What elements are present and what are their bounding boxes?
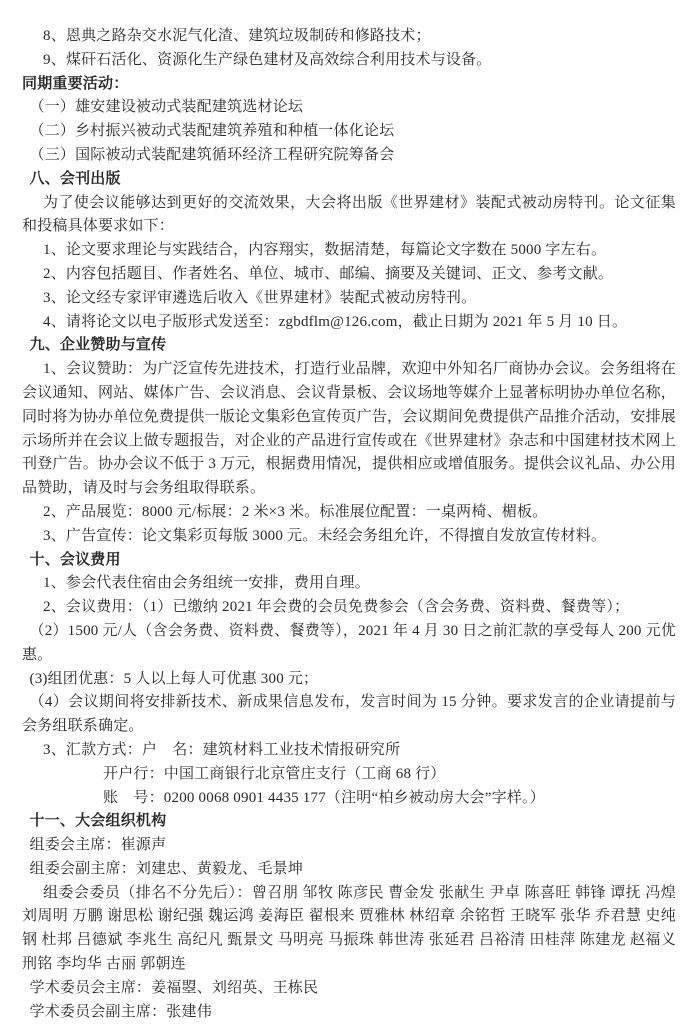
paragraph-line: 2、会议费用：（1）已缴纳 2021 年会费的会员免费参会（含会务费、资料费、餐费等）； xyxy=(43,599,630,616)
paragraph-line: 组委会副主席：刘建忠、黄毅龙、毛景坤 xyxy=(29,860,304,877)
paragraph-line: 开户行：中国工商银行北京管庄支行（工商 68 行） xyxy=(103,765,446,782)
paragraph-line: （4）会议期间将安排新技术、新成果信息发布，发言时间为 15 分钟。要求发言的企业请提前与会务组联系确定。 xyxy=(22,694,676,735)
paragraph-line: 同期重要活动： xyxy=(22,75,129,92)
paragraph-line: （三）国际被动式装配建筑循环经济工程研究院筹备会 xyxy=(29,146,395,163)
paragraph-line: 2、内容包括题目、作者姓名、单位、城市、邮编、摘要及关键词、正文、参考文献。 xyxy=(43,265,614,282)
paragraph-line: （2）1500 元/人（含会务费、资料费、餐费等），2021 年 4 月 30 日之前汇款的享受每人 200 元优惠。 xyxy=(22,622,676,663)
paragraph-line: （一）雄安建设被动式装配建筑选材论坛 xyxy=(29,99,304,116)
paragraph-line: 组委会委员（排名不分先后）：曾召朋 邹牧 陈彦民 曹金发 张献生 尹卓 陈喜旺 韩锋 谭抚 冯煌 刘周明 万鹏 谢思松 谢纪强 魏运鸿 姜海臣 翟根来 贾雅林 林绍章 余铭哲 王晓军 张华 乔君慧 史纯钢 杜邦 吕德斌 李兆生 高纪凡 甄景文 马明亮 马振珠 韩世涛 张延君 吕裕清 田桂萍 陈建龙 赵福义 刑铭 李均华 古丽 郭朝连 xyxy=(22,884,676,973)
paragraph-line: (3)组团优惠：5 人以上每人可优惠 300 元； xyxy=(29,670,319,687)
paragraph-line: 十一、大会组织机构 xyxy=(29,813,167,830)
paragraph-line: 1、论文要求理论与实践结合，内容翔实，数据清楚，每篇论文字数在 5000 字左右。 xyxy=(43,242,607,259)
paragraph-line: 3、论文经专家评审遴选后收入《世界建材》装配式被动房特刊。 xyxy=(43,289,477,306)
paragraph-line: 3、广告宣传：论文集彩页每版 3000 元。未经会务组允许，不得擅自发放宣传材料。 xyxy=(43,527,607,544)
document-body xyxy=(22,25,676,1024)
paragraph-line: 九、企业赞助与宣传 xyxy=(29,337,167,354)
paragraph-line: 为了使会议能够达到更好的交流效果，大会将出版《世界建材》装配式被动房特刊。论文征集和投稿具体要求如下： xyxy=(22,194,676,235)
paragraph-line: 4、请将论文以电子版形式发送至：zgbdflm@126.com，截止日期为 2021 年 5 月 10 日。 xyxy=(43,313,628,330)
paragraph-line: （二）乡村振兴被动式装配建筑养殖和种植一体化论坛 xyxy=(29,123,395,140)
paragraph-line: 学术委员会副主席：张建伟 xyxy=(29,1003,212,1020)
paragraph-line: 组委会主席：崔源声 xyxy=(29,837,167,854)
paragraph-line: 账 号：0200 0068 0901 4435 177（注明“柏乡被动房大会”字样。） xyxy=(103,789,545,806)
paragraph-line: 1、参会代表住宿由会务组统一安排，费用自理。 xyxy=(43,575,370,592)
paragraph-line: 2、产品展览：8000 元/标展：2 米×3 米。标准展位配置：一桌两椅、楣板。 xyxy=(43,503,548,520)
paragraph-line: 8、恩典之路杂交水泥气化渣、建筑垃圾制砖和修路技术； xyxy=(43,28,431,44)
paragraph-line: 9、煤矸石活化、资源化生产绿色建材及高效综合利用技术与设备。 xyxy=(43,51,492,68)
paragraph-line: 八、会刊出版 xyxy=(29,170,121,187)
paragraph-line: 1、会议赞助：为广泛宣传先进技术，打造行业品牌，欢迎中外知名厂商协办会议。会务组将在会议通知、网站、媒体广告、会议消息、会议背景板、会议场地等媒介上显著标明协办单位名称，同时将为协办单位免费提供一版论文集彩色宣传页广告，会议期间免费提供产品推介活动，安排展示场所并在会议上做专题报告，对企业的产品进行宣传或在《世界建材》杂志和中国建材技术网上刊登广告。协办会议不低于 3 万元，根据费用情况，提供相应或增值服务。提供会议礼品、办公用品赞助，请及时与会务组取得联系。 xyxy=(22,361,677,497)
paragraph-line: 学术委员会主席：姜福曌、刘绍英、王栋民 xyxy=(29,979,319,996)
paragraph-line: 3、汇款方式：户 名：建筑材料工业技术情报研究所 xyxy=(43,741,401,758)
paragraph-line: 十、会议费用 xyxy=(29,551,121,568)
